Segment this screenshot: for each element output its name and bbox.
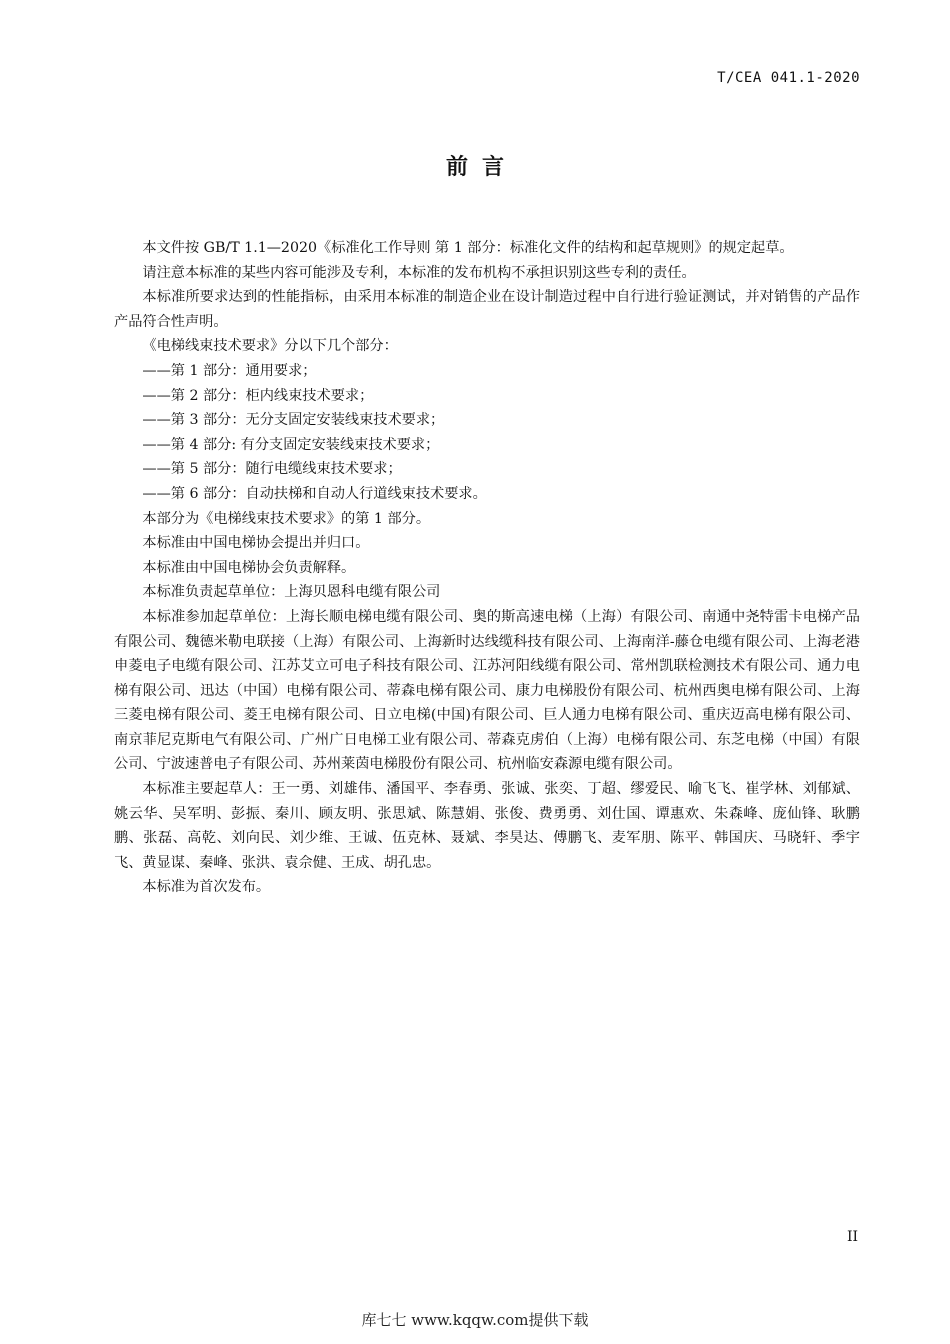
paragraph-interpreted-by: 本标准由中国电梯协会负责解释。 bbox=[142, 559, 356, 576]
paragraph-patent-notice: 请注意本标准的某些内容可能涉及专利，本标准的发布机构不承担识别这些专利的责任。 bbox=[142, 264, 696, 281]
paragraph-lead-drafter: 本标准负责起草单位：上海贝恩科电缆有限公司 bbox=[142, 584, 441, 601]
list-item-part-4: ——第 4 部分: 有分支固定安装线束技术要求； bbox=[142, 436, 440, 453]
paragraph-proposed-by: 本标准由中国电梯协会提出并归口。 bbox=[142, 535, 370, 552]
list-item-part-1: ——第 1 部分：通用要求； bbox=[142, 362, 317, 379]
paragraph-drafters: 本标准主要起草人：王一勇、刘雄伟、潘国平、李春勇、张诚、张奕、丁超、缪爱民、喻飞飞、崔学林、刘郁斌、姚云华、吴军明、彭振、秦川、顾友明、张思斌、陈慧娟、张俊、费勇勇、刘仕国、谭惠欢、朱森峰、庞仙锋、耿鹏鹏、张磊、高乾、刘向民、刘少维、王诚、伍克林、聂斌、李昊达、傅鹏飞、麦军朋、陈平、韩国庆、马晓轩、季宇飞、黄显谋、秦峰、张洪、袁佘健、王成、胡孔忠。 bbox=[114, 781, 860, 871]
paragraph-first-release: 本标准为首次发布。 bbox=[142, 879, 271, 896]
list-item-part-5: ——第 5 部分：随行电缆线束技术要求； bbox=[142, 461, 402, 478]
list-item-part-2: ——第 2 部分：柜内线束技术要求； bbox=[142, 387, 374, 404]
page-number: II bbox=[846, 1229, 858, 1245]
paragraph-performance: 本标准所要求达到的性能指标，由采用本标准的制造企业在设计制造过程中自行进行验证测试，并对销售的产品作产品符合性声明。 bbox=[114, 289, 860, 330]
paragraph-parts-intro: 《电梯线束技术要求》分以下几个部分： bbox=[142, 338, 398, 355]
standard-code: T/CEA 041.1-2020 bbox=[717, 70, 860, 86]
paragraph-drafting-rules: 本文件按 GB/T 1.1—2020《标准化工作导则 第 1 部分：标准化文件的结构和起草规则》的规定起草。 bbox=[142, 240, 794, 256]
list-item-part-6: ——第 6 部分：自动扶梯和自动人行道线束技术要求。 bbox=[142, 485, 487, 502]
list-item-part-3: ——第 3 部分：无分支固定安装线束技术要求； bbox=[142, 412, 445, 429]
download-watermark: 库七七 www.kqqw.com提供下载 bbox=[361, 1311, 589, 1329]
foreword-body bbox=[114, 236, 860, 900]
paragraph-this-part: 本部分为《电梯线束技术要求》的第 1 部分。 bbox=[142, 510, 431, 527]
paragraph-participating-units: 本标准参加起草单位：上海长顺电梯电缆有限公司、奥的斯高速电梯（上海）有限公司、南通中尧特雷卡电梯产品有限公司、魏德米勒电联接（上海）有限公司、上海新时达线缆科技有限公司、上海南洋-藤仓电缆有限公司、上海老港申菱电子电缆有限公司、江苏艾立可电子科技有限公司、江苏河阳线缆有限公司、常州凯联检测技术有限公司、通力电梯有限公司、迅达（中国）电梯有限公司、蒂森电梯有限公司、康力电梯股份有限公司、杭州西奥电梯有限公司、上海三菱电梯有限公司、菱王电梯有限公司、日立电梯(中国)有限公司、巨人通力电梯有限公司、重庆迈高电梯有限公司、南京菲尼克斯电气有限公司、广州广日电梯工业有限公司、蒂森克虏伯（上海）电梯有限公司、东芝电梯（中国）有限公司、宁波速普电子有限公司、苏州莱茵电梯股份有限公司、杭州临安森源电缆有限公司。 bbox=[114, 608, 860, 773]
page-title: 前言 bbox=[445, 155, 518, 180]
